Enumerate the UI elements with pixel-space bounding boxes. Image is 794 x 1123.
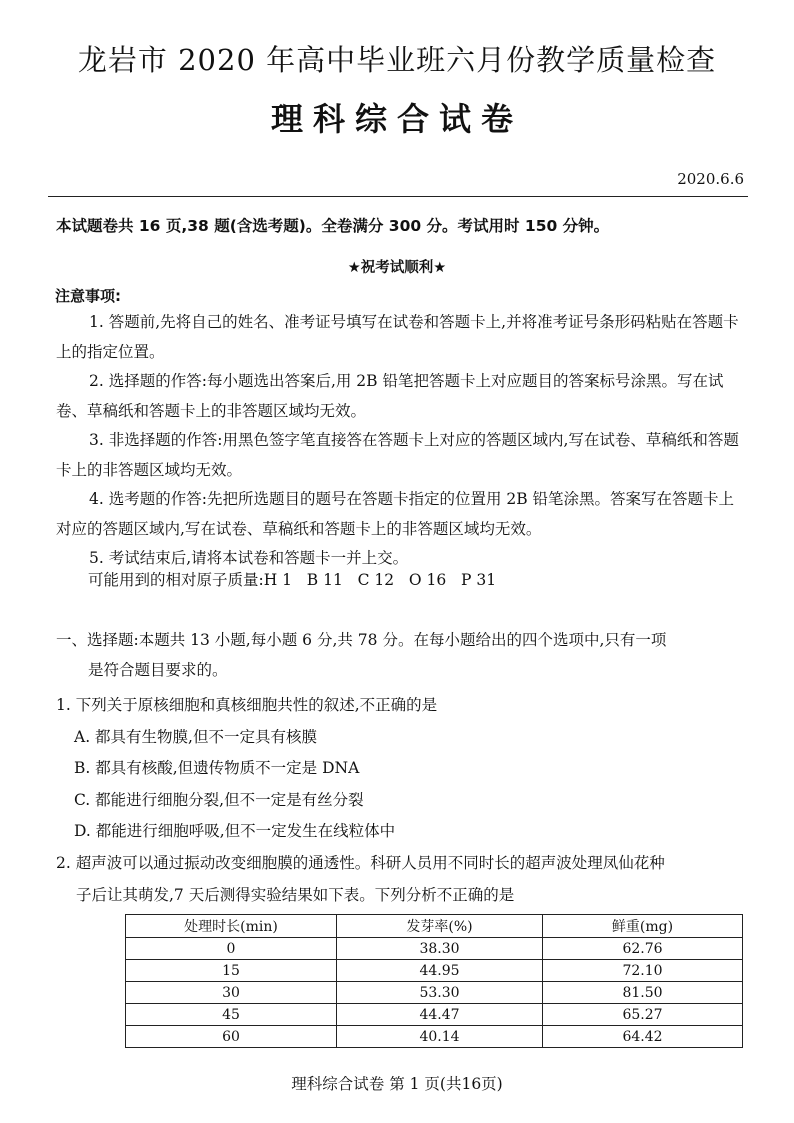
table-cell: 45	[126, 1004, 337, 1026]
notice-item: 2. 选择题的作答:每小题选出答案后,用 2B 铅笔把答题卡上对应题目的答案标号涂黑。写在试卷、草稿纸和答题卡上的非答题区域均无效。	[56, 372, 724, 420]
question-2-line2: 子后让其萌发,7 天后测得实验结果如下表。下列分析不正确的是	[76, 885, 515, 904]
question-1	[56, 690, 746, 848]
table-cell: 81.50	[543, 982, 743, 1004]
table-row	[126, 1004, 743, 1026]
table-header-row	[126, 915, 743, 938]
notice-list	[56, 308, 746, 574]
table-cell: 38.30	[337, 938, 543, 960]
table-cell: 30	[126, 982, 337, 1004]
page-footer: 理科综合试卷 第 1 页(共16页)	[291, 1075, 503, 1093]
good-luck-banner: ★祝考试顺利★	[347, 260, 447, 276]
section-heading-line1: 一、选择题:本题共 13 小题,每小题 6 分,共 78 分。在每小题给出的四个选项中,只有一项	[56, 631, 667, 649]
table-cell: 72.10	[543, 960, 743, 982]
table-cell: 40.14	[337, 1026, 543, 1048]
exam-subtitle: 理科综合试卷	[270, 100, 523, 138]
table-cell: 0	[126, 938, 337, 960]
notice-item: 3. 非选择题的作答:用黑色签字笔直接答在答题卡上对应的答题区域内,写在试卷、草稿纸和答题卡上的非答题区域均无效。	[56, 431, 739, 479]
table-cell: 44.47	[337, 1004, 543, 1026]
question-1-option-b: B. 都具有核酸,但遗传物质不一定是 DNA	[74, 759, 360, 777]
table-cell: 65.27	[543, 1004, 743, 1026]
table-row	[126, 1026, 743, 1048]
table-cell: 62.76	[543, 938, 743, 960]
table-cell: 64.42	[543, 1026, 743, 1048]
column-header: 鲜重(mg)	[543, 915, 743, 938]
notice-item: 1. 答题前,先将自己的姓名、准考证号填写在试卷和答题卡上,并将准考证号条形码粘贴在答题卡上的指定位置。	[56, 313, 739, 361]
question-2	[56, 848, 746, 911]
table-cell: 53.30	[337, 982, 543, 1004]
column-header: 发芽率(%)	[337, 915, 543, 938]
table-row	[126, 960, 743, 982]
header-divider	[48, 196, 748, 197]
exam-title: 龙岩市 2020 年高中毕业班六月份教学质量检查	[77, 43, 717, 77]
table-cell: 60	[126, 1026, 337, 1048]
table-row	[126, 938, 743, 960]
exam-date: 2020.6.6	[677, 170, 744, 188]
question-2-line1: 2. 超声波可以通过振动改变细胞膜的通透性。科研人员用不同时长的超声波处理凤仙花种	[56, 854, 665, 872]
results-table	[125, 914, 743, 1048]
table-cell: 15	[126, 960, 337, 982]
notice-item: 5. 考试结束后,请将本试卷和答题卡一并上交。	[89, 549, 409, 567]
notice-title: 注意事项:	[55, 287, 121, 305]
question-1-stem: 1. 下列关于原核细胞和真核细胞共性的叙述,不正确的是	[56, 696, 438, 714]
column-header: 处理时长(min)	[126, 915, 337, 938]
table-row	[126, 982, 743, 1004]
section-heading-line2: 是符合题目要求的。	[88, 661, 228, 679]
question-1-option-a: A. 都具有生物膜,但不一定具有核膜	[74, 727, 317, 746]
question-1-option-c: C. 都能进行细胞分裂,但不一定是有丝分裂	[74, 790, 364, 809]
question-1-option-d: D. 都能进行细胞呼吸,但不一定发生在线粒体中	[74, 822, 396, 840]
section-heading	[56, 625, 746, 685]
exam-summary: 本试题卷共 16 页,38 题(含选考题)。全卷满分 300 分。考试用时 150 分钟。	[56, 217, 610, 235]
atomic-mass-line: 可能用到的相对原子质量:H 1 B 11 C 12 O 16 P 31	[88, 571, 497, 589]
notice-item: 4. 选考题的作答:先把所选题目的题号在答题卡指定的位置用 2B 铅笔涂黑。答案写在答题卡上对应的答题区域内,写在试卷、草稿纸和答题卡上的非答题区域均无效。	[56, 490, 735, 538]
table-cell: 44.95	[337, 960, 543, 982]
